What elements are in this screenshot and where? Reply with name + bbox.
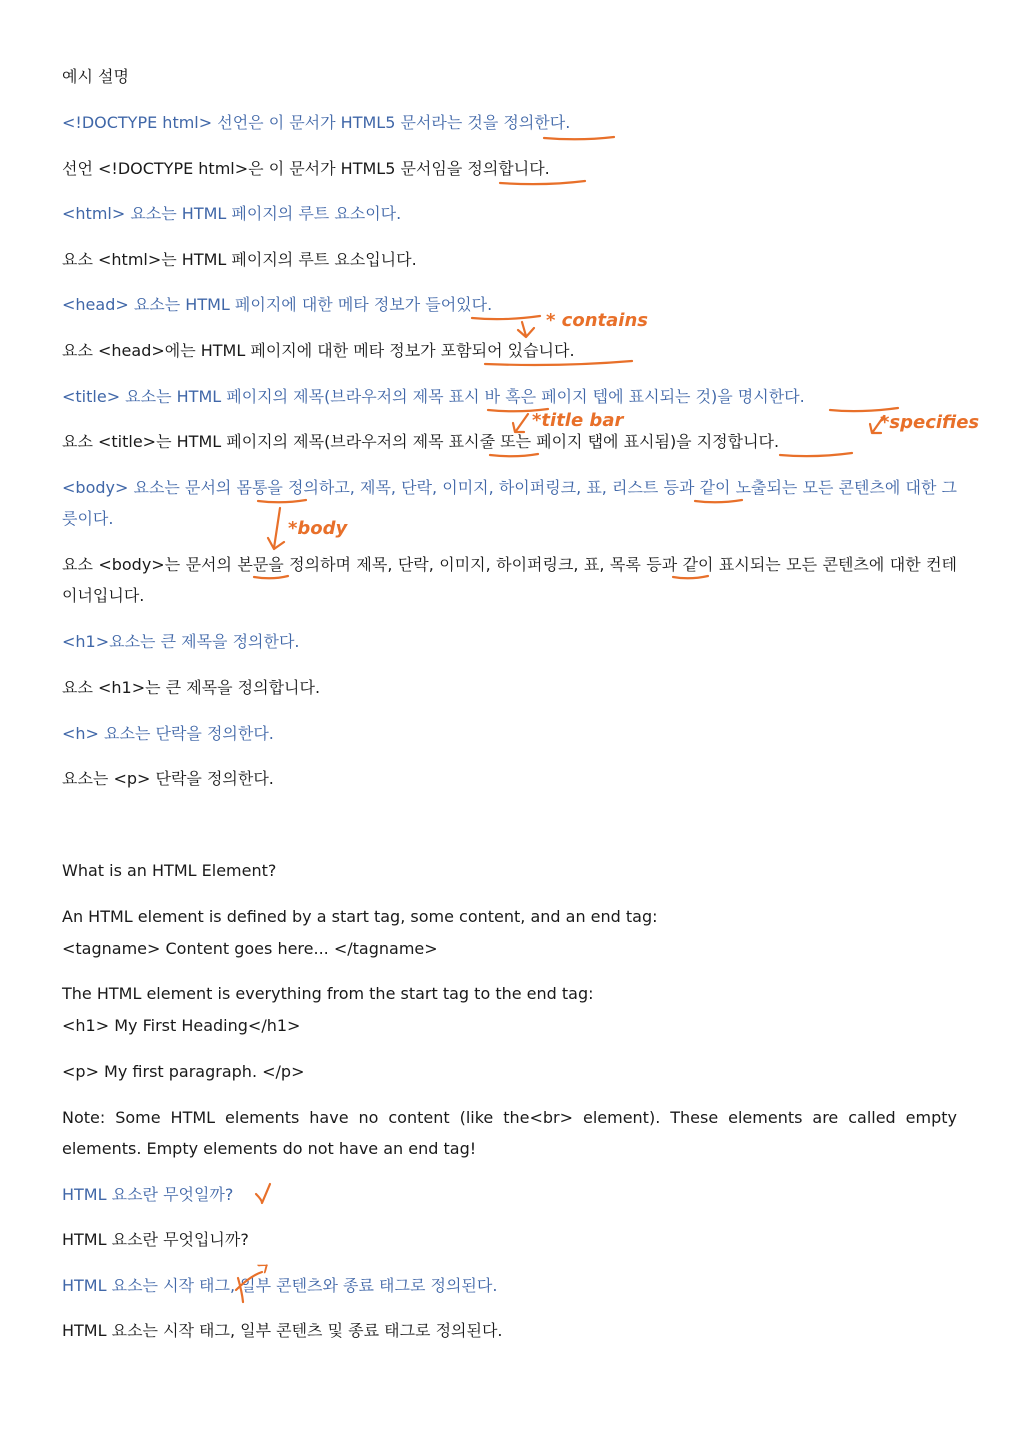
original-sentence-head: <head> 요소는 HTML 페이지에 대한 메타 정보가 들어있다.	[62, 295, 493, 314]
element-definition: An HTML element is defined by a start tag, some content, and an end tag:	[62, 907, 658, 926]
annotation-title-bar: *title bar	[532, 410, 624, 431]
translated-sentence-h1: 요소 <h1>는 큰 제목을 정의합니다.	[62, 678, 321, 697]
note-empty-elements: Note: Some HTML elements have no content (like the<br> element). These elements are called empty elements. Empty elements do not have an end tag!	[62, 1108, 957, 1158]
translated-sentence-title: 요소 <title>는 HTML 페이지의 제목(브라우저의 제목 표시줄 또는 페이지 탭에 표시됨)을 지정합니다.	[62, 432, 780, 451]
code-example-tagname: <tagname> Content goes here... </tagname>	[62, 939, 438, 958]
section-heading-element: What is an HTML Element?	[62, 861, 277, 880]
underline-specifies-ko	[780, 453, 852, 456]
original-sentence-h1: <h1>요소는 큰 제목을 정의한다.	[62, 632, 300, 651]
arrow-title-bar	[513, 414, 528, 432]
annotation-correction: ㄱ	[252, 1260, 269, 1280]
doc-heading: 예시 설명	[62, 67, 129, 86]
underline-contains	[472, 316, 540, 319]
translated-sentence-doctype: 선언 <!DOCTYPE html>은 이 문서가 HTML5 문서임을 정의합니다.	[62, 159, 550, 178]
original-definition: HTML 요소는 시작 태그, 일부 콘텐츠와 종료 태그로 정의된다.	[62, 1276, 498, 1295]
element-scope-text: The HTML element is everything from the start tag to the end tag:	[62, 984, 594, 1003]
original-sentence-title: <title> 요소는 HTML 페이지의 제목(브라우저의 제목 표시 바 혹은 페이지 텝에 표시되는 것)을 명시한다.	[62, 387, 805, 406]
annotation-body: *body	[288, 518, 348, 539]
arrow-contains	[518, 322, 534, 337]
check-mark	[256, 1184, 270, 1203]
original-sentence-p: <h> 요소는 단락을 정의한다.	[62, 724, 274, 743]
underline-title-bar-ko	[490, 454, 538, 456]
underline-defines	[544, 137, 614, 139]
translated-sentence-html: 요소 <html>는 HTML 페이지의 루트 요소입니다.	[62, 250, 417, 269]
annotation-specifies: *specifies	[880, 412, 980, 433]
original-sentence-body: <body> 요소는 문서의 몸통을 정의하고, 제목, 단락, 이미지, 하이퍼링크, 표, 리스트 등과 같이 노출되는 모든 콘텐츠에 대한 그릇이다.	[62, 478, 957, 528]
translated-sentence-body: 요소 <body>는 문서의 본문을 정의하며 제목, 단락, 이미지, 하이퍼링크, 표, 목록 등과 같이 표시되는 모든 콘텐츠에 대한 컨테이너입니다.	[62, 555, 957, 605]
original-question: HTML 요소란 무엇일까?	[62, 1185, 234, 1204]
translated-definition: HTML 요소는 시작 태그, 일부 콘텐츠 및 종료 태그로 정의된다.	[62, 1321, 503, 1340]
underline-specifies	[830, 408, 898, 411]
translated-sentence-head: 요소 <head>에는 HTML 페이지에 대한 메타 정보가 포함되어 있습니다.	[62, 341, 575, 360]
translated-sentence-p: 요소는 <p> 단락을 정의한다.	[62, 769, 274, 788]
underline-defines-polite	[500, 181, 585, 184]
translated-question: HTML 요소란 무엇입니까?	[62, 1230, 249, 1249]
annotation-contains: * contains	[546, 310, 648, 331]
original-sentence-html: <html> 요소는 HTML 페이지의 루트 요소이다.	[62, 204, 402, 223]
code-example-p: <p> My first paragraph. </p>	[62, 1062, 305, 1081]
code-example-h1: <h1> My First Heading</h1>	[62, 1016, 301, 1035]
original-sentence-doctype: <!DOCTYPE html> 선언은 이 문서가 HTML5 문서라는 것을 정의한다.	[62, 113, 571, 132]
